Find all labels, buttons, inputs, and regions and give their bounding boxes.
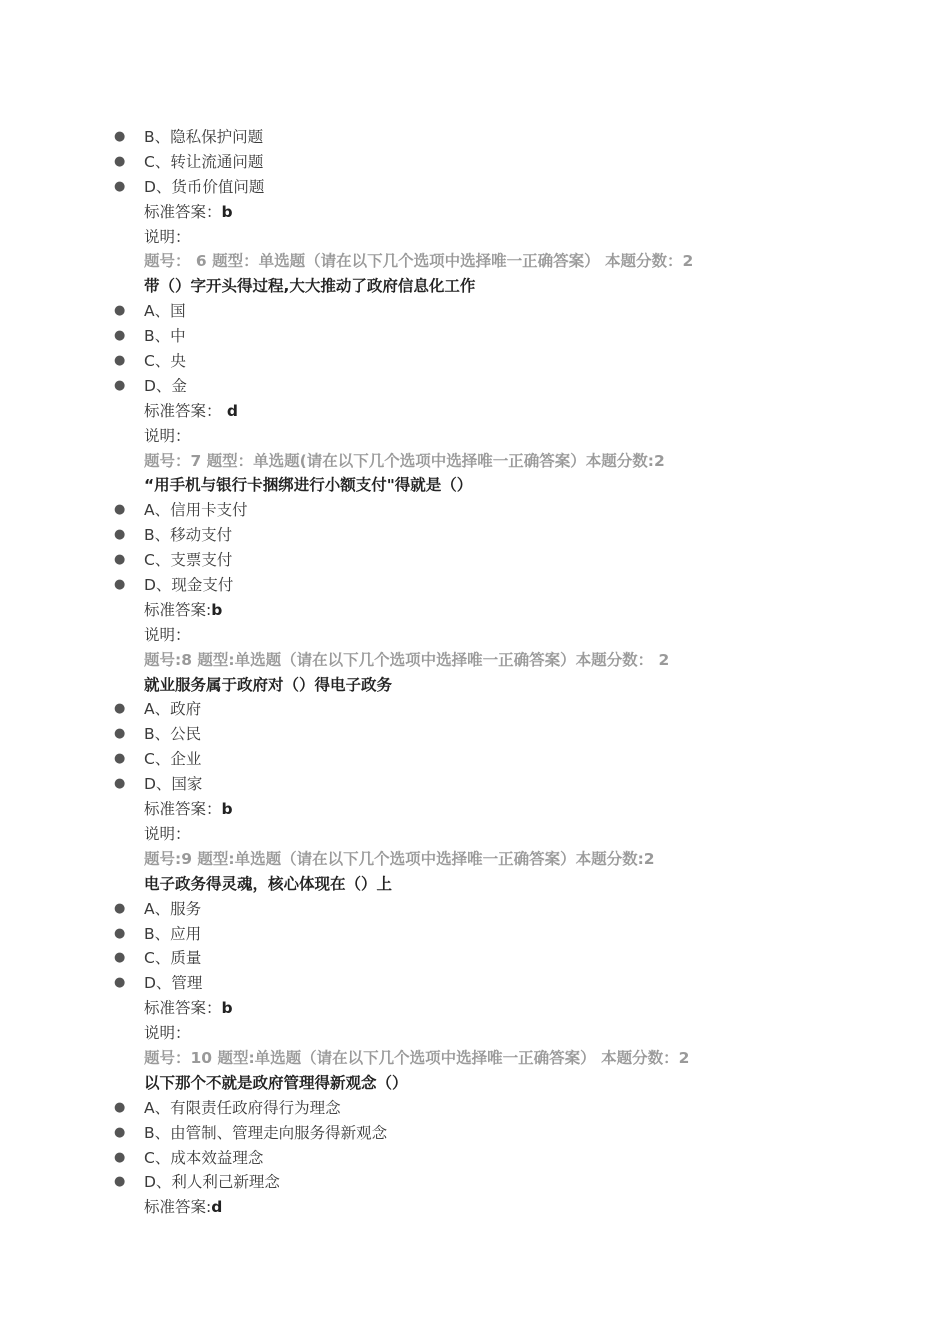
answer-option bbox=[0, 125, 950, 150]
answer-option bbox=[0, 747, 950, 772]
question-text: 就业服务属于政府对（）得电子政务 bbox=[144, 675, 393, 694]
bullet-icon: ● bbox=[114, 1174, 126, 1190]
bullet-icon: ● bbox=[114, 1124, 126, 1140]
option-text: C、支票支付 bbox=[144, 551, 233, 570]
option-text: C、成本效益理念 bbox=[144, 1148, 264, 1167]
question-meta: 题号：7 题型：单选题(请在以下几个选项中选择唯一正确答案）本题分数:2 bbox=[144, 451, 665, 470]
question-text: 带（）字开头得过程,大大推动了政府信息化工作 bbox=[144, 277, 476, 296]
document-body bbox=[0, 125, 950, 1220]
standard-answer bbox=[0, 399, 950, 424]
bullet-icon: ● bbox=[114, 502, 126, 518]
bullet-icon: ● bbox=[114, 726, 126, 742]
option-text: D、国家 bbox=[144, 775, 203, 794]
answer-value: d bbox=[211, 1198, 223, 1217]
bullet-icon: ● bbox=[114, 701, 126, 717]
bullet-icon: ● bbox=[114, 975, 126, 991]
option-text: D、现金支付 bbox=[144, 576, 234, 595]
answer-label: 标准答案： bbox=[144, 202, 222, 221]
answer-option bbox=[0, 772, 950, 797]
bullet-icon: ● bbox=[114, 776, 126, 792]
bullet-icon: ● bbox=[114, 153, 126, 169]
bullet-icon: ● bbox=[114, 377, 126, 393]
answer-value: b bbox=[221, 202, 233, 221]
explanation-label: 说明： bbox=[144, 227, 191, 246]
option-text: D、金 bbox=[144, 376, 187, 395]
option-text: B、隐私保护问题 bbox=[144, 128, 264, 146]
option-text: D、利人利己新理念 bbox=[144, 1173, 280, 1192]
answer-value: b bbox=[211, 600, 223, 619]
standard-answer bbox=[0, 797, 950, 822]
option-text: A、国 bbox=[144, 302, 186, 321]
explanation-label: 说明： bbox=[144, 625, 191, 644]
option-text: B、公民 bbox=[144, 725, 202, 744]
bullet-icon: ● bbox=[114, 552, 126, 568]
option-text: B、由管制、管理走向服务得新观念 bbox=[144, 1123, 388, 1142]
answer-option bbox=[0, 971, 950, 996]
bullet-icon: ● bbox=[114, 751, 126, 767]
answer-option bbox=[0, 175, 950, 200]
explanation-label: 说明： bbox=[144, 1024, 191, 1043]
option-text: B、应用 bbox=[144, 924, 202, 943]
bullet-icon: ● bbox=[114, 900, 126, 916]
answer-option bbox=[0, 946, 950, 971]
explanation-label: 说明： bbox=[144, 426, 191, 445]
question-text: 以下那个不就是政府管理得新观念（） bbox=[144, 1073, 408, 1092]
answer-label: 标准答案： bbox=[144, 401, 222, 420]
answer-option bbox=[0, 1121, 950, 1146]
option-text: C、转让流通问题 bbox=[144, 152, 264, 171]
option-text: C、企业 bbox=[144, 750, 202, 769]
answer-label: 标准答案: bbox=[144, 1198, 212, 1217]
question-text: “用手机与银行卡捆绑进行小额支付"得就是（） bbox=[144, 476, 473, 495]
standard-answer bbox=[0, 200, 950, 225]
answer-option bbox=[0, 150, 950, 175]
explanation-label: 说明： bbox=[144, 824, 191, 843]
bullet-icon: ● bbox=[114, 1099, 126, 1115]
question-meta: 题号：10 题型:单选题（请在以下几个选项中选择唯一正确答案） 本题分数：2 bbox=[144, 1048, 690, 1067]
answer-option bbox=[0, 523, 950, 548]
option-text: A、信用卡支付 bbox=[144, 501, 248, 520]
answer-option bbox=[0, 722, 950, 747]
answer-option bbox=[0, 349, 950, 374]
bullet-icon: ● bbox=[114, 328, 126, 344]
bullet-icon: ● bbox=[114, 925, 126, 941]
option-text: A、政府 bbox=[144, 700, 202, 719]
answer-option bbox=[0, 498, 950, 523]
option-text: D、货币价值问题 bbox=[144, 177, 265, 196]
answer-option bbox=[0, 324, 950, 349]
option-text: A、服务 bbox=[144, 899, 202, 918]
answer-option bbox=[0, 1170, 950, 1195]
standard-answer bbox=[0, 996, 950, 1021]
option-text: C、央 bbox=[144, 352, 186, 371]
bullet-icon: ● bbox=[114, 353, 126, 369]
bullet-icon: ● bbox=[114, 303, 126, 319]
answer-option bbox=[0, 548, 950, 573]
answer-label: 标准答案: bbox=[144, 600, 212, 619]
answer-value: b bbox=[221, 999, 233, 1018]
answer-value: d bbox=[221, 401, 239, 420]
standard-answer bbox=[0, 598, 950, 623]
answer-label: 标准答案： bbox=[144, 800, 222, 819]
bullet-icon: ● bbox=[114, 577, 126, 593]
bullet-icon: ● bbox=[114, 178, 126, 194]
answer-label: 标准答案： bbox=[144, 999, 222, 1018]
option-text: B、中 bbox=[144, 327, 186, 346]
answer-option bbox=[0, 897, 950, 922]
bullet-icon: ● bbox=[114, 527, 126, 543]
option-text: B、移动支付 bbox=[144, 526, 233, 545]
bullet-icon: ● bbox=[114, 129, 126, 144]
bullet-icon: ● bbox=[114, 1149, 126, 1165]
option-text: D、管理 bbox=[144, 974, 203, 993]
answer-option bbox=[0, 573, 950, 598]
question-meta: 题号： 6 题型：单选题（请在以下几个选项中选择唯一正确答案） 本题分数：2 bbox=[144, 252, 694, 271]
answer-option bbox=[0, 697, 950, 722]
answer-option bbox=[0, 1096, 950, 1121]
question-text: 电子政务得灵魂，核心体现在（）上 bbox=[144, 874, 393, 893]
answer-value: b bbox=[221, 800, 233, 819]
question-meta: 题号:8 题型:单选题（请在以下几个选项中选择唯一正确答案）本题分数： 2 bbox=[144, 650, 670, 669]
answer-option bbox=[0, 922, 950, 947]
answer-option bbox=[0, 1146, 950, 1171]
standard-answer bbox=[0, 1195, 950, 1220]
bullet-icon: ● bbox=[114, 950, 126, 966]
option-text: C、质量 bbox=[144, 949, 202, 968]
option-text: A、有限责任政府得行为理念 bbox=[144, 1098, 341, 1117]
answer-option bbox=[0, 299, 950, 324]
answer-option bbox=[0, 374, 950, 399]
question-meta: 题号:9 题型:单选题（请在以下几个选项中选择唯一正确答案）本题分数:2 bbox=[144, 849, 655, 868]
